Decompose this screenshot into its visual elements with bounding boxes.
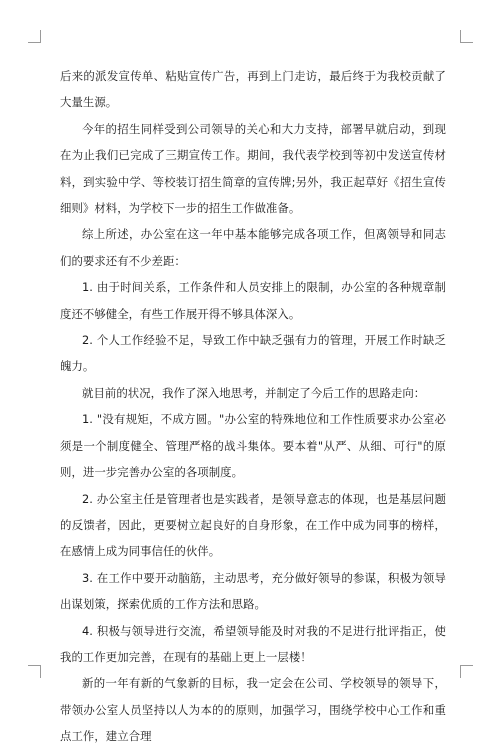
crop-mark-top-left	[28, 30, 41, 43]
plan-item-4: 4. 积极与领导进行交流，希望领导能及时对我的不足进行批评指正，使我的工作更加完善，在现有的基础上更上一层楼！	[60, 623, 446, 664]
plan-item-1: 1. "没有规矩，不成方圆。"办公室的特殊地位和工作性质要求办公室必须是一个制度健全、管理严格的战斗集体。要本着"从严、从细、可行"的原则，进一步完善办公室的各项制度。	[60, 412, 446, 480]
shortcoming-item-2: 2. 个人工作经验不足，导致工作中缺乏强有力的管理，开展工作时缺乏魄力。	[60, 333, 446, 374]
paragraph-plan-intro: 就目前的状况，我作了深入地思考，并制定了今后工作的思路走向：	[82, 385, 426, 400]
crop-mark-top-right	[460, 30, 473, 43]
crop-mark-bottom-right	[460, 665, 473, 678]
shortcoming-item-1: 1. 由于时间关系，工作条件和人员安排上的限制，办公室的各种规章制度还不够健全，有些工作展开得不够具体深入。	[60, 280, 446, 321]
paragraph-new-year: 新的一年有新的气象新的目标，我一定会在公司、学校领导的领导下，带领办公室人员坚持以人为本的的原则，加强学习，围绕学校中心工作和重点工作，建立合理	[60, 676, 446, 744]
crop-mark-bottom-left	[28, 665, 41, 678]
paragraph-enrollment: 今年的招生同样受到公司领导的关心和大力支持，部署早就启动，到现在为止我们已完成了三期宣传工作。期间，我代表学校到等初中发送宣传材料，到实验中学、等校装订招生简章的宣传牌;另外，我正起草好《招生宣传细则》材料，为学校下一步的招生工作做准备。	[60, 121, 446, 216]
paragraph-continuation: 后来的派发宣传单、粘贴宣传广告，再到上门走访，最后终于为我校贡献了大量生源。	[60, 69, 446, 110]
plan-item-3: 3. 在工作中要开动脑筋，主动思考，充分做好领导的参谋，积极为领导出谋划策，探索优质的工作方法和思路。	[60, 570, 446, 612]
plan-item-2: 2. 办公室主任是管理者也是实践者，是领导意志的体现，也是基层问题的反馈者，因此，更要树立起良好的自身形象，在工作中成为同事的榜样，在感情上成为同事信任的伙伴。	[60, 491, 446, 559]
document-body	[60, 63, 446, 750]
paragraph-summary: 综上所述，办公室在这一年中基本能够完成各项工作，但离领导和同志们的要求还有不少差距：	[60, 227, 446, 268]
